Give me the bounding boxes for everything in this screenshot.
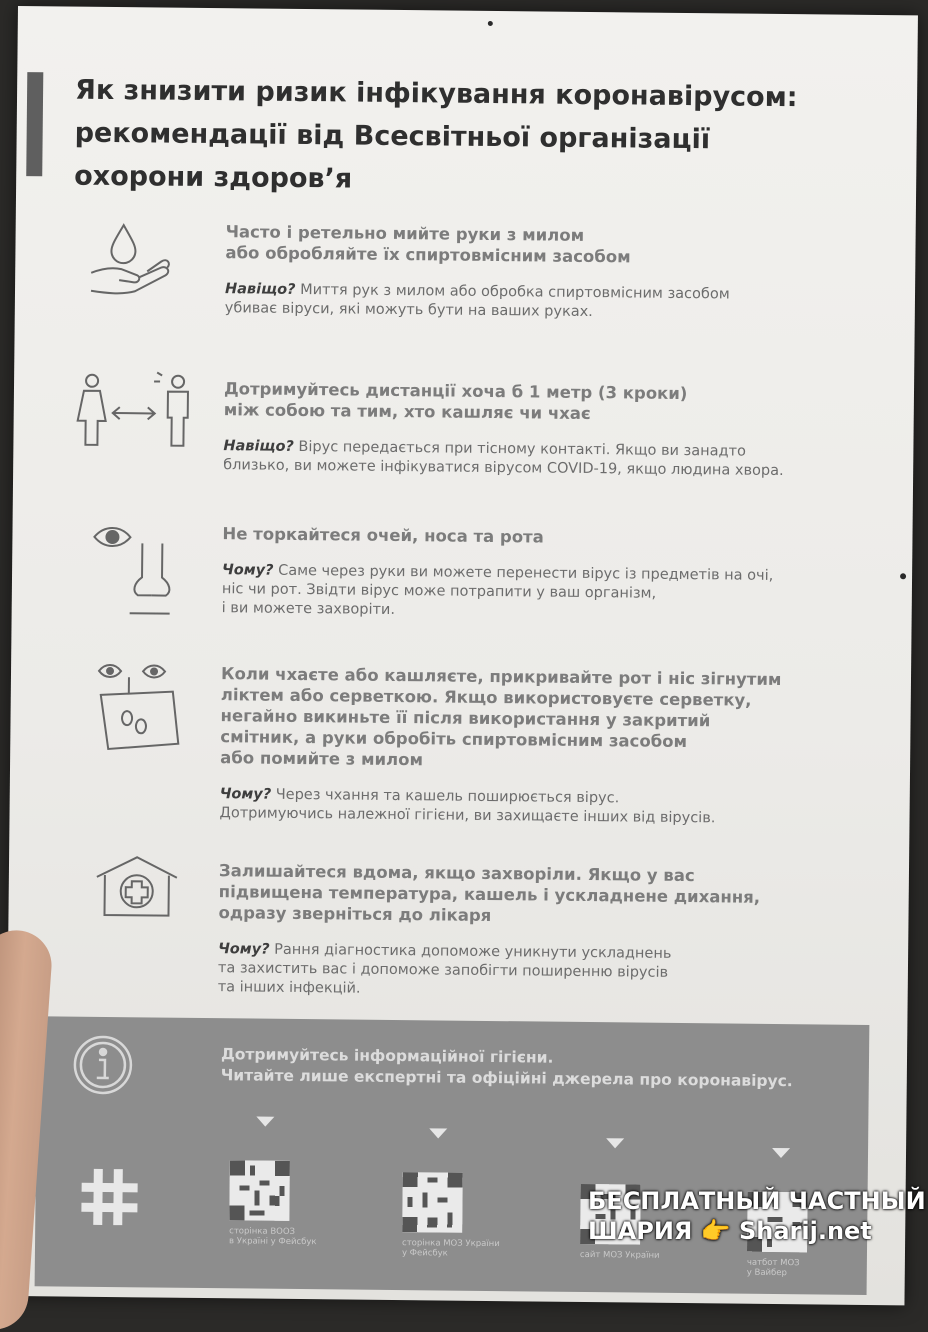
heading-line: або помийте з милом bbox=[220, 748, 424, 770]
body-line: Рання діагностика допоможе уникнути ускладнень bbox=[269, 941, 672, 962]
why-label: Чому? bbox=[222, 562, 274, 579]
hand-drop-icon bbox=[85, 219, 182, 310]
why-label: Навіщо? bbox=[223, 438, 294, 455]
section-body bbox=[225, 280, 865, 325]
heading-line: смітник, а руки обробіть спиртовмісним засобом bbox=[220, 727, 688, 752]
watermark bbox=[588, 1186, 926, 1246]
body-line: убиває віруси, які можуть бути на ваших руках. bbox=[224, 300, 593, 321]
section-hand-washing bbox=[225, 221, 866, 325]
home-cross-icon bbox=[94, 855, 179, 920]
section-heading bbox=[218, 860, 859, 930]
body-line: та захистить вас і допоможе запобігти поширенню вірусів bbox=[217, 960, 669, 981]
leaflet bbox=[4, 6, 917, 1305]
qr-who-facebook[interactable] bbox=[229, 1160, 360, 1247]
qr-caption bbox=[580, 1250, 710, 1261]
heading-line: Не торкайтеся очей, носа та рота bbox=[222, 524, 544, 547]
distance-people-icon bbox=[73, 371, 196, 452]
banner-line: Читайте лише експертні та офіційні джерела про коронавірус. bbox=[220, 1066, 793, 1091]
banner-line: Дотримуйтесь інформаційної гігієни. bbox=[220, 1045, 554, 1067]
arrow-down-icon bbox=[606, 1138, 624, 1148]
section-heading bbox=[225, 221, 865, 270]
pin-hole bbox=[900, 573, 906, 579]
heading-line: Коли чхаєте або кашляєте, прикривайте рот і ніс зігнутим bbox=[220, 664, 782, 690]
caption-line: чатбот МОЗ bbox=[746, 1257, 800, 1269]
qr-caption bbox=[229, 1226, 359, 1247]
caption-line: сайт МОЗ України bbox=[579, 1249, 660, 1261]
info-icon bbox=[71, 1033, 136, 1102]
section-stay-home bbox=[218, 860, 859, 1004]
section-body bbox=[222, 561, 863, 625]
title-accent-bar bbox=[26, 72, 43, 176]
qr-caption bbox=[402, 1238, 532, 1259]
section-body bbox=[218, 940, 859, 1004]
hashtag-logo bbox=[79, 1167, 140, 1232]
body-line: та інших інфекцій. bbox=[217, 979, 361, 997]
watermark-line: БЕСПЛАТНЫЙ ЧАСТНЫЙ bbox=[588, 1187, 926, 1215]
caption-line: сторінка ВООЗ bbox=[229, 1226, 296, 1237]
why-label: Чому? bbox=[219, 786, 272, 803]
section-heading bbox=[224, 378, 864, 427]
page-title bbox=[74, 69, 905, 207]
heading-line: ліктем або серветкою. Якщо використовуєте серветку, bbox=[220, 685, 752, 710]
title-line: Як знизити ризик інфікування коронавірусом: bbox=[74, 74, 798, 114]
section-heading bbox=[220, 663, 861, 775]
section-no-touching bbox=[222, 523, 863, 625]
body-line: Дотримуючись належної гігієни, ви захищаєте інших від вірусів. bbox=[219, 805, 716, 827]
heading-line: Залишайтеся вдома, якщо захворіли. Якщо у вас bbox=[218, 861, 695, 886]
tissue-face-icon bbox=[96, 663, 183, 754]
heading-line: або обробляйте їх спиртовмісним засобом bbox=[225, 243, 631, 267]
caption-line: в Україні у Фейсбук bbox=[229, 1236, 317, 1248]
body-line: Саме через руки ви можете перенести вірус із предметів на очі, bbox=[273, 562, 774, 584]
qr-caption bbox=[747, 1258, 877, 1279]
heading-line: одразу зверніться до лікаря bbox=[218, 903, 492, 926]
section-body bbox=[219, 785, 859, 830]
qr-moz-facebook[interactable] bbox=[402, 1172, 533, 1259]
section-heading bbox=[222, 523, 862, 551]
caption-line: сторінка МОЗ України bbox=[402, 1238, 500, 1250]
pin-hole bbox=[488, 21, 493, 26]
why-label: Навіщо? bbox=[224, 281, 296, 298]
info-hygiene-banner bbox=[35, 1016, 870, 1295]
arrow-down-icon bbox=[256, 1117, 274, 1127]
heading-line: Дотримуйтесь дистанції хоча б 1 метр (3 кроки) bbox=[223, 379, 688, 404]
caption-line: у Фейсбук bbox=[401, 1248, 448, 1259]
body-line: і ви можете захворіти. bbox=[221, 600, 396, 618]
heading-line: негайно викиньте її після використання у закритий bbox=[220, 706, 711, 731]
eye-nose-icon bbox=[92, 525, 183, 618]
body-line: Миття рук з милом або обробка спиртовмісним засобом bbox=[295, 281, 730, 303]
banner-text bbox=[221, 1044, 793, 1092]
body-line: близько, ви можете інфікуватися вірусом COVID-19, якщо людина хвора. bbox=[223, 457, 784, 480]
why-label: Чому? bbox=[218, 941, 270, 958]
heading-line: між собою та тим, хто кашляє чи чхає bbox=[223, 400, 591, 424]
heading-line: підвищена температура, кашель і ускладнене дихання, bbox=[218, 882, 761, 907]
body-line: Через чхання та кашель поширюється вірус. bbox=[271, 786, 620, 807]
section-body bbox=[223, 437, 863, 482]
heading-line: Часто і ретельно мийте руки з милом bbox=[225, 222, 585, 245]
watermark-line: ШАРИЯ 👉 Sharij.net bbox=[588, 1217, 872, 1245]
qr-code[interactable] bbox=[229, 1160, 290, 1221]
arrow-down-icon bbox=[429, 1128, 447, 1138]
arrow-down-icon bbox=[772, 1148, 790, 1158]
section-distance bbox=[223, 378, 864, 482]
caption-line: у Вайбер bbox=[746, 1267, 787, 1279]
body-line: ніс чи рот. Звідти вірус може потрапити у ваш організм, bbox=[221, 581, 657, 602]
title-line: охорони здоров’я bbox=[74, 160, 353, 195]
qr-code[interactable] bbox=[402, 1172, 463, 1233]
title-line: рекомендації від Всесвітньої організації bbox=[74, 117, 711, 156]
section-sneezing bbox=[219, 663, 861, 830]
body-line: Вірус передається при тісному контакті. Якщо ви занадто bbox=[293, 438, 746, 460]
